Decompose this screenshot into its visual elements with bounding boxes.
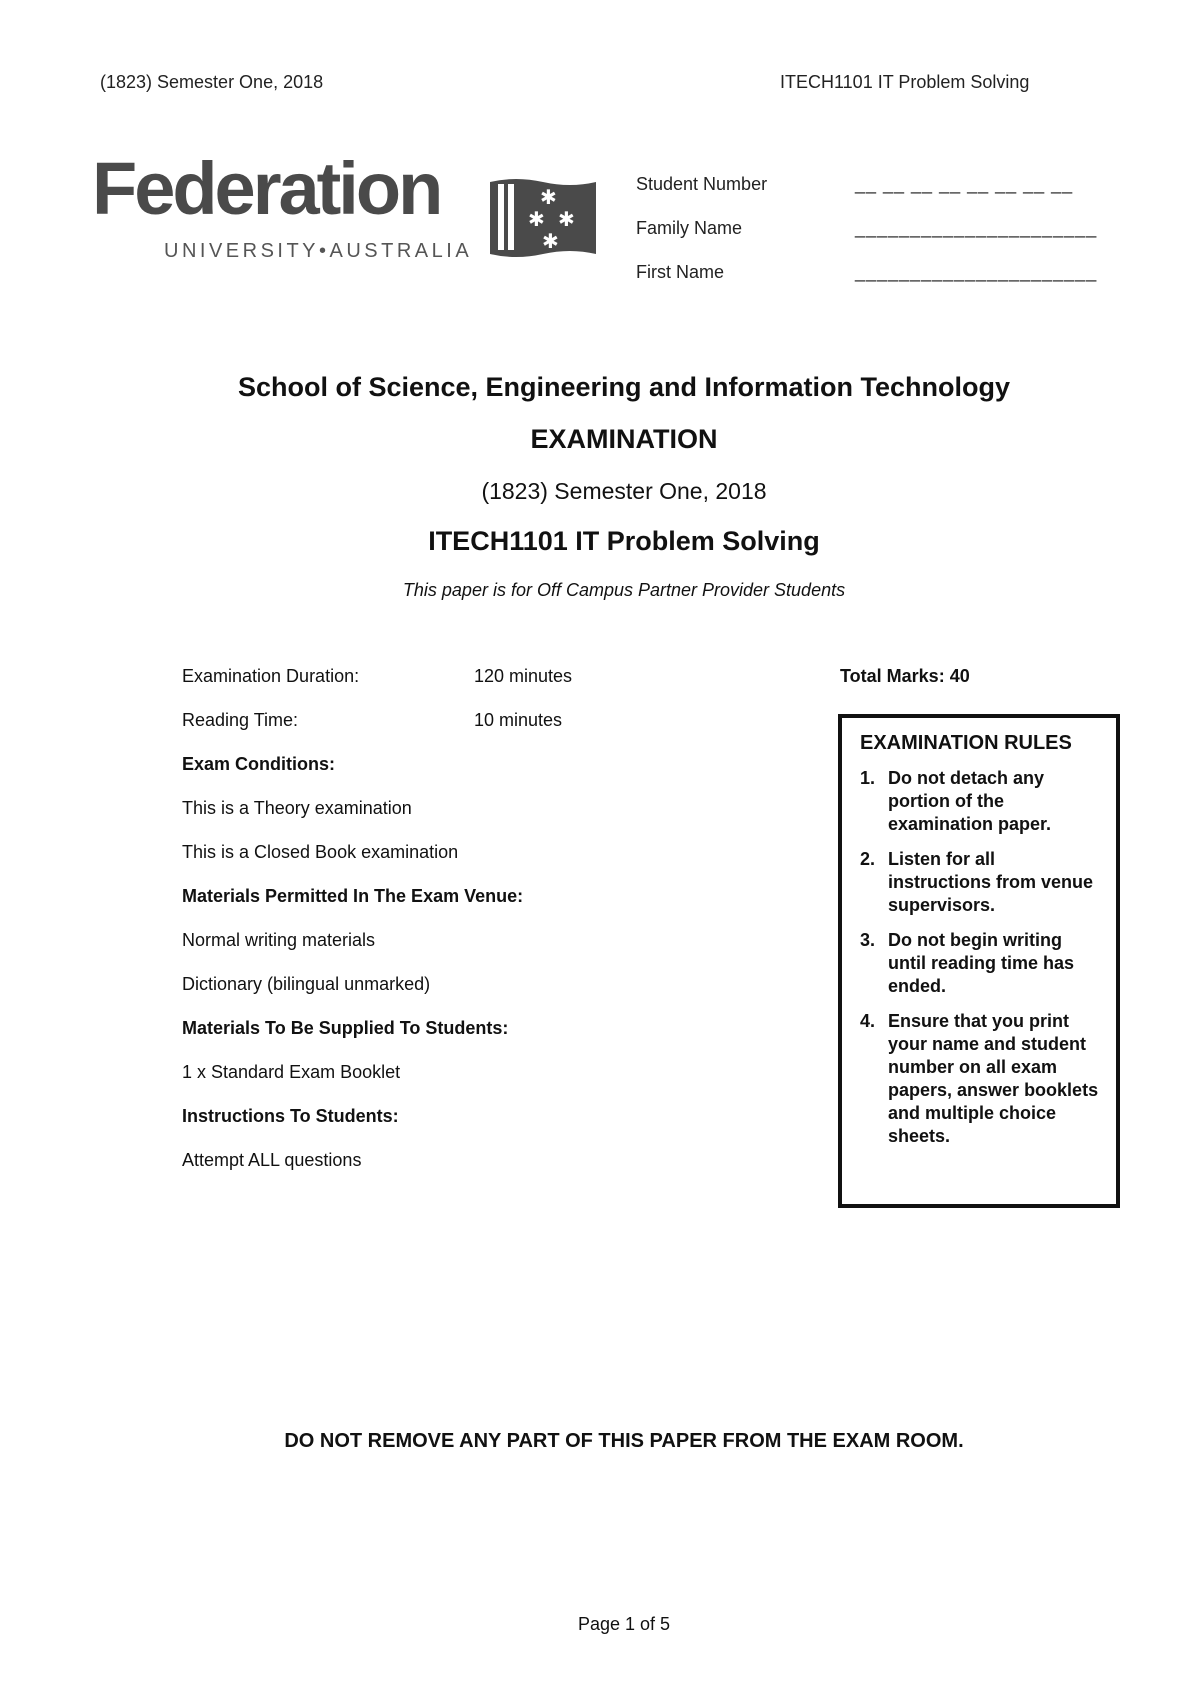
supplied-booklet: 1 x Standard Exam Booklet	[182, 1062, 401, 1082]
exam-conditions-heading: Exam Conditions:	[182, 754, 336, 774]
rule-text: Do not begin writing until reading time has ended.	[888, 930, 1075, 996]
semester-title: (1823) Semester One, 2018	[481, 478, 767, 504]
family-name-field[interactable]: ______________________	[855, 218, 1098, 238]
duration-label: Examination Duration:	[182, 666, 360, 686]
first-name-field[interactable]: ______________________	[855, 262, 1098, 282]
rule-item	[860, 767, 1100, 836]
first-name-label: First Name	[636, 262, 725, 282]
svg-text:✱: ✱	[540, 185, 557, 209]
logo-subtitle: UNIVERSITY•AUSTRALIA	[164, 240, 473, 262]
logo-wordmark: Federation	[92, 147, 441, 230]
material-dictionary: Dictionary (bilingual unmarked)	[182, 974, 431, 994]
instructions-heading: Instructions To Students:	[182, 1106, 399, 1126]
student-number-field[interactable]: __ __ __ __ __ __ __ __	[855, 174, 1074, 194]
exam-title: EXAMINATION	[530, 424, 718, 454]
page-number: Page 1 of 5	[577, 1614, 671, 1634]
rule-item	[860, 848, 1100, 917]
rule-number: 4.	[860, 1011, 876, 1031]
materials-supplied-heading: Materials To Be Supplied To Students:	[182, 1018, 509, 1038]
rule-item	[860, 1010, 1100, 1148]
condition-closed-book: This is a Closed Book examination	[182, 842, 459, 862]
paper-note: This paper is for Off Campus Partner Provider Students	[402, 580, 846, 600]
student-number-label: Student Number	[636, 174, 768, 194]
svg-text:✱: ✱	[558, 207, 575, 231]
school-title: School of Science, Engineering and Information Technology	[237, 372, 1011, 402]
removal-warning: DO NOT REMOVE ANY PART OF THIS PAPER FROM THE EXAM ROOM.	[284, 1430, 964, 1452]
header-right: ITECH1101 IT Problem Solving	[780, 72, 1030, 92]
svg-text:✱: ✱	[542, 229, 559, 253]
rule-text: Listen for all instructions from venue supervisors.	[888, 849, 1094, 915]
unit-title: ITECH1101 IT Problem Solving	[428, 526, 820, 556]
family-name-label: Family Name	[636, 218, 743, 238]
material-writing: Normal writing materials	[182, 930, 376, 950]
header-left: (1823) Semester One, 2018	[100, 72, 324, 92]
examination-rules-box	[838, 714, 1120, 1208]
rule-text: Ensure that you print your name and student number on all exam papers, answer booklets and multiple choice sheets.	[888, 1011, 1099, 1146]
rule-number: 1.	[860, 768, 876, 788]
materials-permitted-heading: Materials Permitted In The Exam Venue:	[182, 886, 524, 906]
total-marks: Total Marks: 40	[840, 666, 970, 686]
reading-time-label: Reading Time:	[182, 710, 299, 730]
svg-text:✱: ✱	[528, 207, 545, 231]
flag-icon	[490, 176, 596, 260]
reading-time-value: 10 minutes	[474, 710, 563, 730]
rule-number: 2.	[860, 849, 876, 869]
rules-list	[860, 767, 1100, 1148]
rule-item	[860, 929, 1100, 998]
instruction-attempt-all: Attempt ALL questions	[182, 1150, 362, 1170]
rule-number: 3.	[860, 930, 876, 950]
duration-value: 120 minutes	[474, 666, 573, 686]
rules-heading: EXAMINATION RULES	[860, 732, 1072, 754]
condition-theory: This is a Theory examination	[182, 798, 412, 818]
rule-text: Do not detach any portion of the examination paper.	[888, 768, 1052, 834]
